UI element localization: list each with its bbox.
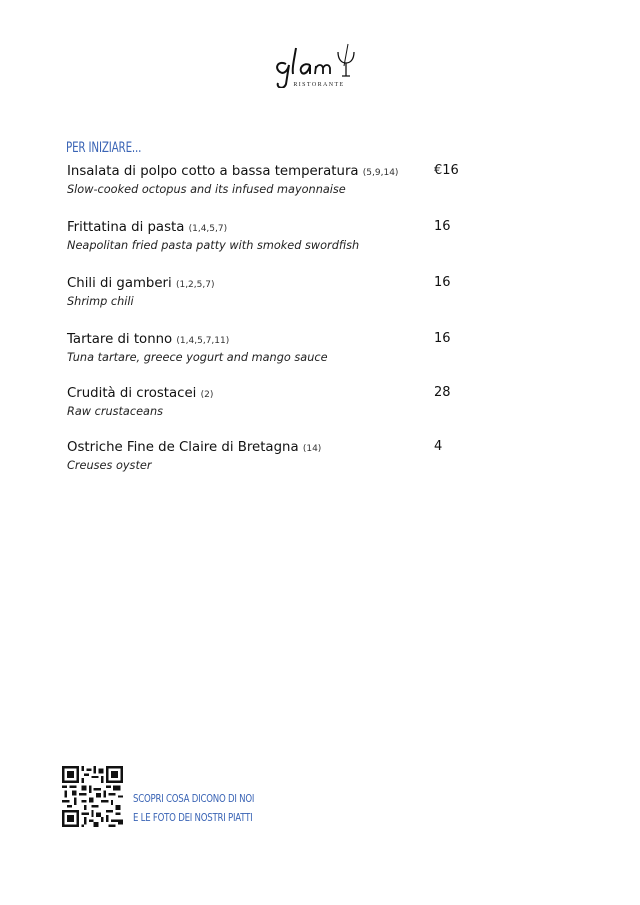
item-allergens: (2) [200,390,214,400]
menu-item [67,163,547,198]
item-allergens: (1,4,5,7,11) [176,336,230,346]
item-name: Tartare di tonno [67,332,173,347]
glam-logo-icon [272,38,364,88]
item-name: Frittatina di pasta [67,220,185,235]
item-price: 16 [434,331,451,346]
section-title: PER INIZIARE... [66,140,142,156]
item-price: 28 [434,385,451,400]
item-description: Shrimp chili [67,295,134,308]
item-price: €16 [434,163,459,178]
item-description: Creuses oyster [67,459,152,472]
item-name: Crudità di crostacei [67,386,197,401]
qr-code-icon[interactable] [62,766,123,827]
logo-subtitle: RISTORANTE [293,82,345,88]
item-price: 4 [434,439,443,454]
menu-item [67,331,547,366]
item-price: 16 [434,219,451,234]
item-price: 16 [434,275,451,290]
item-name: Insalata di polpo cotto a bassa temperatura [67,164,359,179]
item-description: Slow-cooked octopus and its infused mayonnaise [67,183,346,196]
menu-item [67,219,547,254]
item-description: Neapolitan fried pasta patty with smoked swordfish [67,239,360,252]
qr-caption [133,790,254,828]
item-name: Chili di gamberi [67,276,172,291]
item-allergens: (1,2,5,7) [175,280,215,290]
item-name: Ostriche Fine de Claire di Bretagna [67,440,299,455]
item-allergens: (5,9,14) [362,168,399,178]
item-allergens: (14) [302,444,322,454]
menu-item [67,439,547,474]
menu-item [67,275,547,310]
item-allergens: (1,4,5,7) [188,224,228,234]
menu-item [67,385,547,420]
qr-caption-line-1: SCOPRI COSA DICONO DI NOI [133,793,255,805]
qr-caption-line-2: E LE FOTO DEI NOSTRI PIATTI [133,812,253,824]
restaurant-logo [272,38,364,94]
item-description: Raw crustaceans [67,405,163,418]
item-description: Tuna tartare, greece yogurt and mango sauce [67,351,328,364]
